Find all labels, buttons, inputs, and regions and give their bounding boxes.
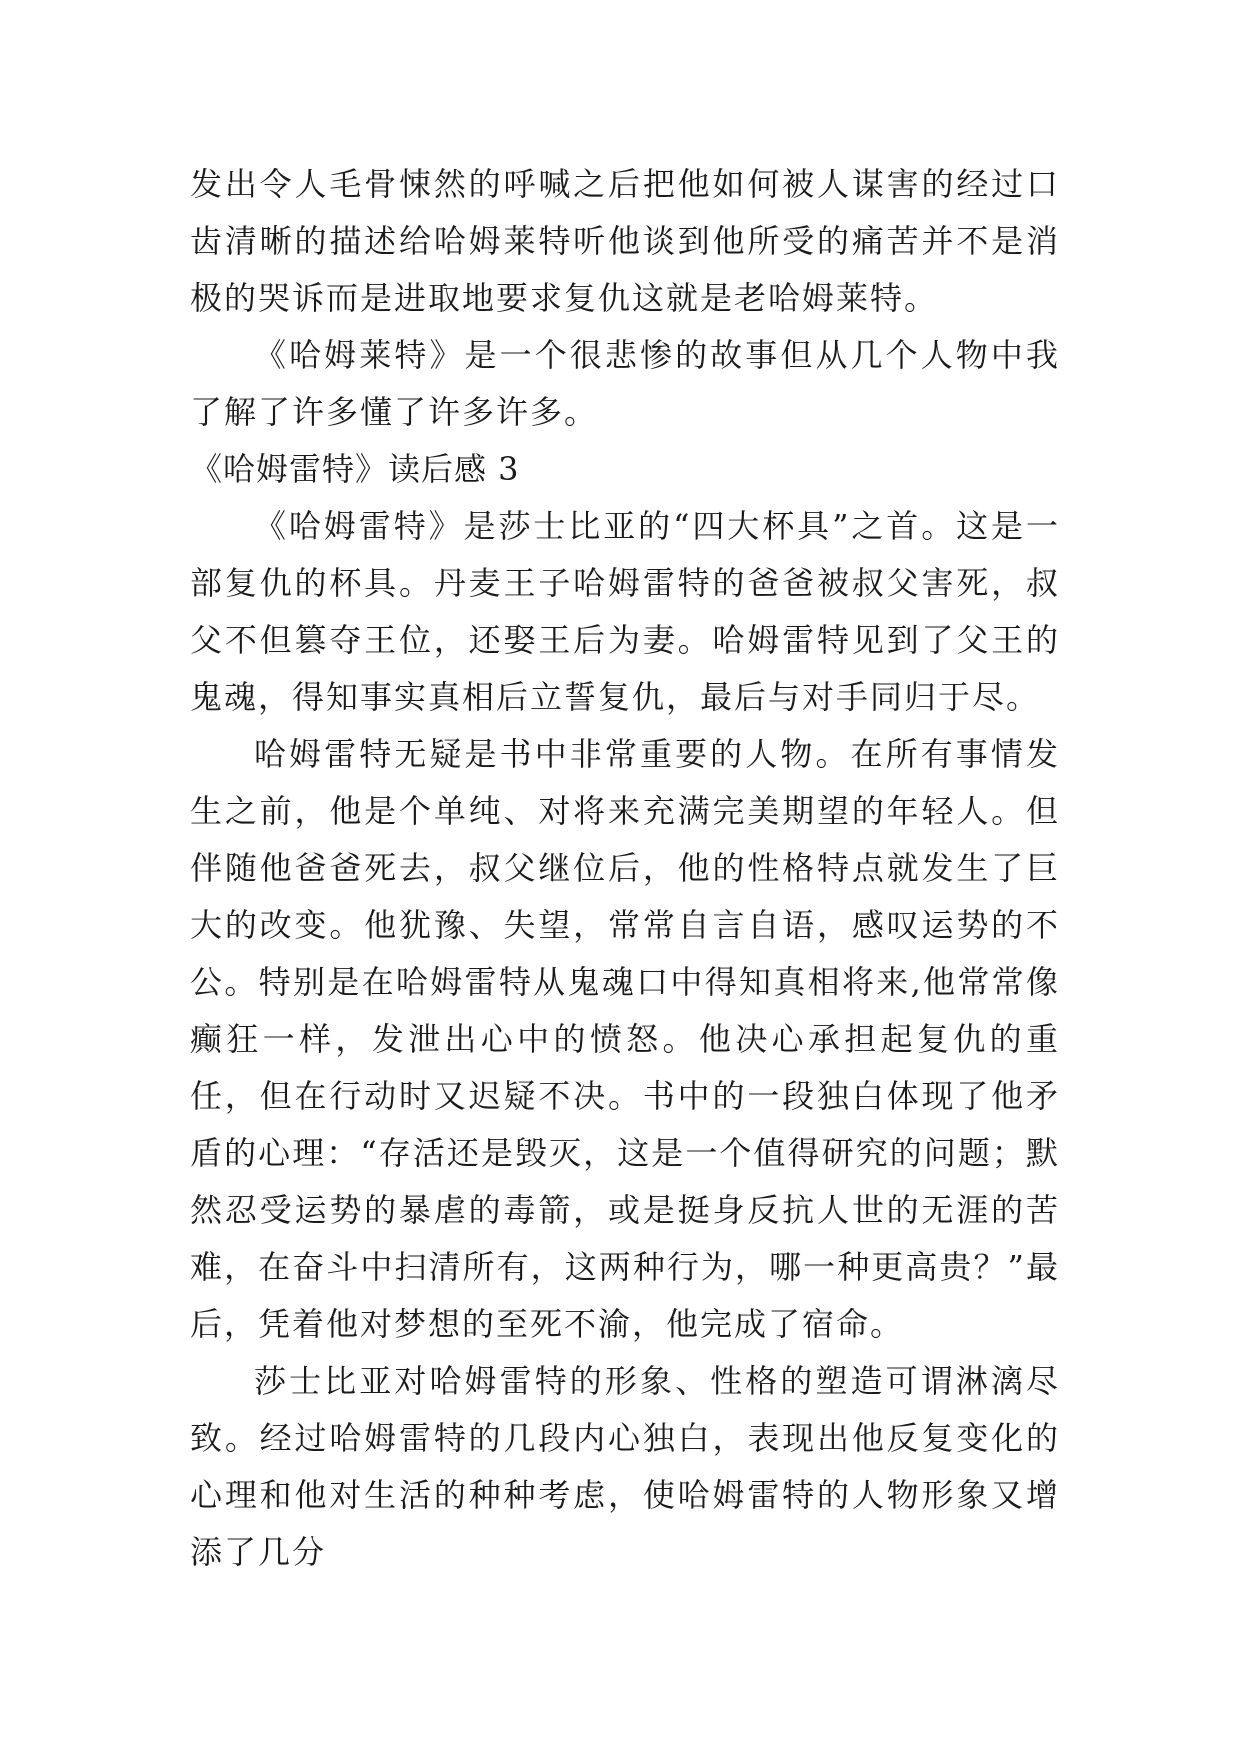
paragraph-continuation: 发出令人毛骨悚然的呼喊之后把他如何被人谋害的经过口齿清晰的描述给哈姆莱特听他谈到他所受的痛苦并不是消极的哭诉而是进取地要求复仇这就是老哈姆莱特。 bbox=[190, 165, 1060, 317]
paragraph-portrayal: 莎士比亚对哈姆雷特的形象、性格的塑造可谓淋漓尽致。经过哈姆雷特的几段内心独白，表现出他反复变化的心理和他对生活的种种考虑，使哈姆雷特的人物形象又增添了几分 bbox=[190, 1362, 1060, 1571]
section-heading: 《哈姆雷特》读后感 3 bbox=[190, 450, 520, 488]
paragraph-summary: 《哈姆莱特》是一个很悲惨的故事但从几个人物中我了解了许多懂了许多许多。 bbox=[190, 336, 1060, 431]
paragraph-character: 哈姆雷特无疑是书中非常重要的人物。在所有事情发生之前，他是个单纯、对将来充满完美期望的年轻人。但伴随他爸爸死去，叔父继位后，他的性格特点就发生了巨大的改变。他犹豫、失望，常常自言自语，感叹运势的不公。特别是在哈姆雷特从鬼魂口中得知真相将来,他常常像癫狂一样，发泄出心中的愤怒。他决心承担起复仇的重任，但在行动时又迟疑不决。书中的一段独白体现了他矛盾的心理：“存活还是毁灭，这是一个值得研究的问题；默然忍受运势的暴虐的毒箭，或是挺身反抗人世的无涯的苦难，在奋斗中扫清所有，这两种行为，哪一种更高贵？”最后，凭着他对梦想的至死不渝，他完成了宿命。 bbox=[190, 735, 1060, 1343]
paragraph-intro: 《哈姆雷特》是莎士比亚的“四大杯具”之首。这是一部复仇的杯具。丹麦王子哈姆雷特的爸爸被叔父害死，叔父不但篡夺王位，还娶王后为妻。哈姆雷特见到了父王的鬼魂，得知事实真相后立誓复仇，最后与对手同归于尽。 bbox=[190, 507, 1060, 716]
document-body bbox=[190, 156, 1060, 1581]
